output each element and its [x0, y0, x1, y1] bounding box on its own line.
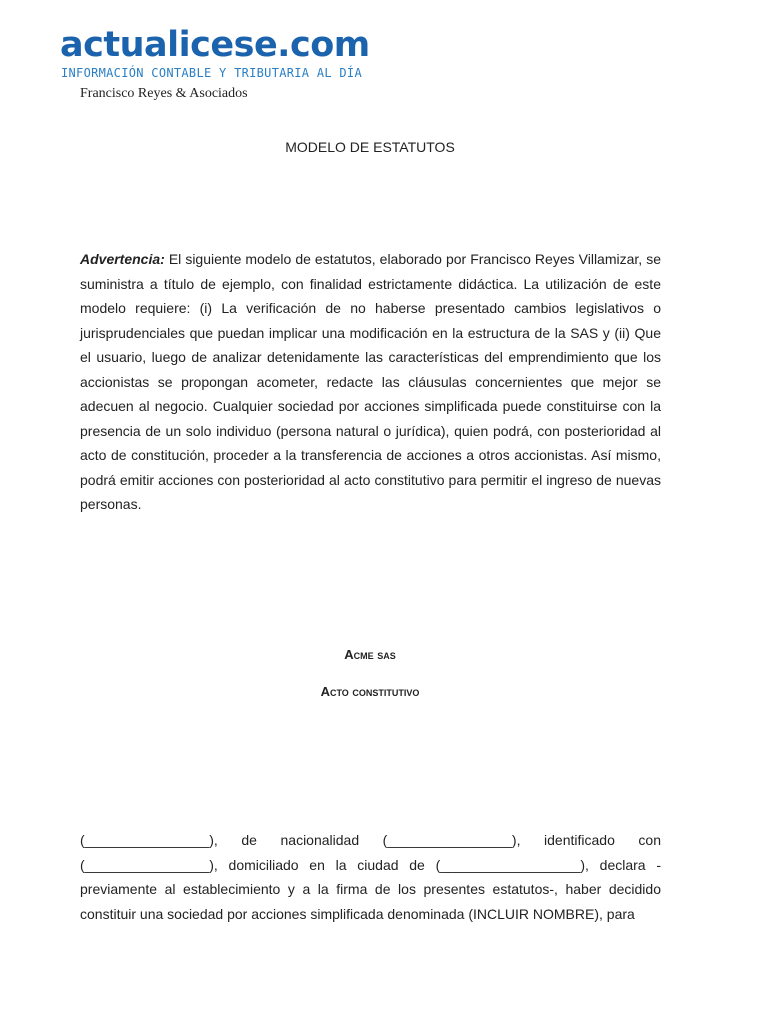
- act-heading: Acto constitutivo: [320, 684, 420, 699]
- firm-name: Francisco Reyes & Asociados: [80, 86, 248, 101]
- warning-paragraph: [80, 247, 661, 517]
- intro-paragraph: (________________), de nacionalidad (________________), identificado con (________________), domiciliado en la ciudad de (__________________), declara -previamente al establecimiento y a la firma de los presentes estatutos-, haber decidido constituir una sociedad por acciones simplificada denominada (INCLUIR NOMBRE), para: [80, 832, 661, 922]
- warning-body: El siguiente modelo de estatutos, elaborado por Francisco Reyes Villamizar, se suministra a título de ejemplo, con finalidad estrictamente didáctica. La utilización de este modelo requiere: (i) La verificación de no haberse presentado cambios legislativos o jurisprudenciales que puedan implicar una modificación en la estructura de la SAS y (ii) Que el usuario, luego de analizar detenidamente las características del emprendimiento que los accionistas se propongan acometer, redacte las cláusulas concernientes que mejor se adecuen al negocio. Cualquier sociedad por acciones simplificada puede constituirse con la presencia de un solo individuo (persona natural o jurídica), quien podrá, con posterioridad al acto de constitución, proceder a la transferencia de acciones a otros accionistas. Así mismo, podrá emitir acciones con posterioridad al acto constitutivo para permitir el ingreso de nuevas personas.: [80, 251, 661, 512]
- warning-lead: Advertencia:: [80, 251, 165, 267]
- site-logo[interactable]: actualicese.com: [60, 25, 370, 65]
- site-tagline: INFORMACIÓN CONTABLE Y TRIBUTARIA AL DÍA: [61, 66, 362, 80]
- document-title: MODELO DE ESTATUTOS: [285, 139, 455, 155]
- company-heading: Acme sas: [344, 647, 396, 662]
